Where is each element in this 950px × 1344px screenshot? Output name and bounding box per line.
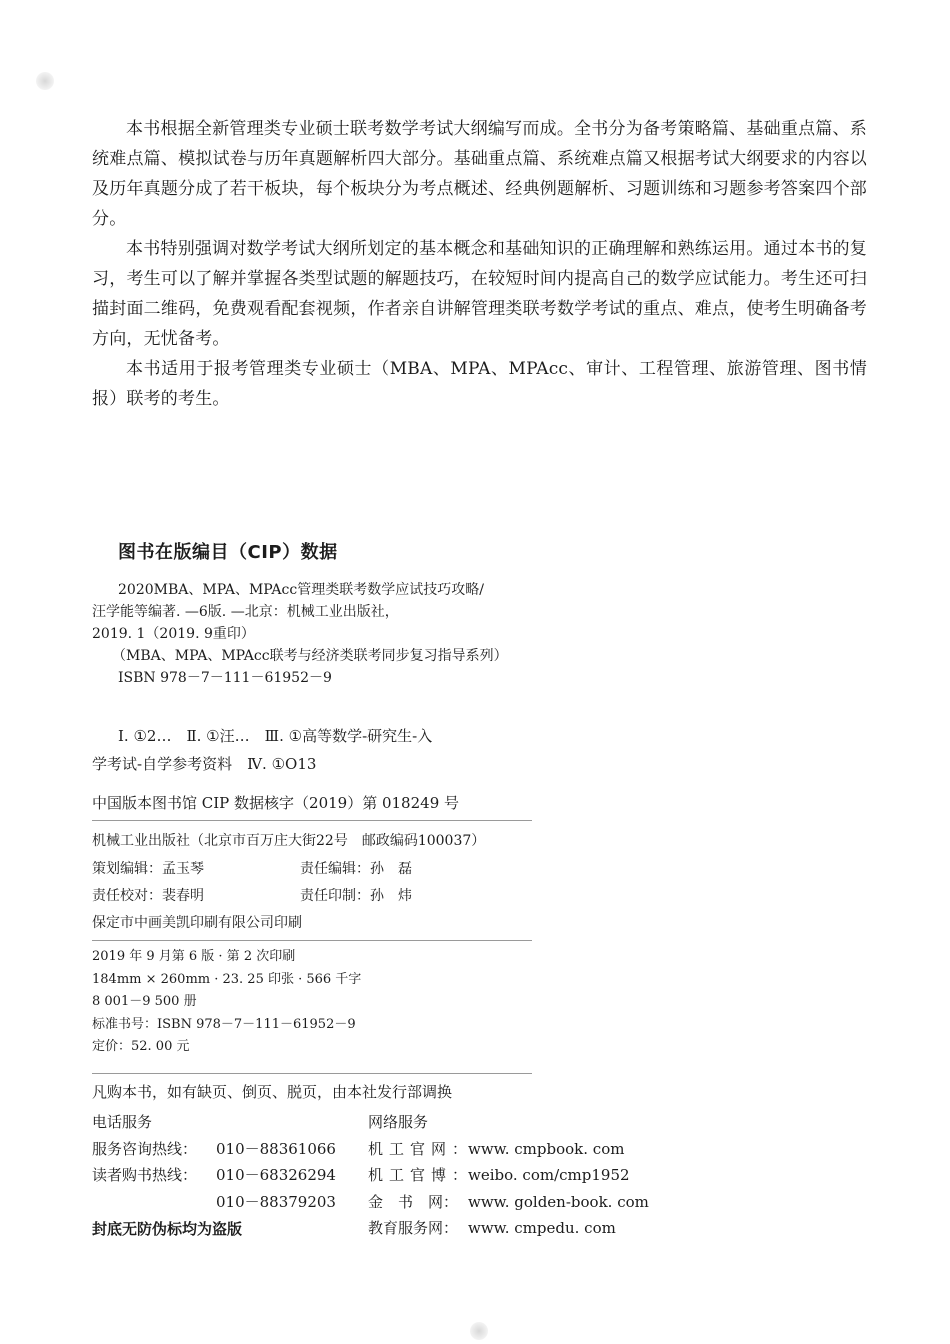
cip-check-number: 中国版本图书馆 CIP 数据核字（2019）第 018249 号 (92, 794, 460, 812)
reader-hotline-number: 010－68326294 (216, 1166, 336, 1184)
proofreader: 责任校对：裴春明 (92, 888, 204, 904)
web-service-heading: 网络服务 (368, 1113, 429, 1131)
cip-entry-line: 汪学能等编著. —6版. —北京：机械工业出版社， (92, 604, 399, 620)
format-line: 184mm × 260mm · 23. 25 印张 · 566 千字 (92, 971, 362, 987)
cip-entry-line: 2020MBA、MPA、MPAcc管理类联考数学应试技巧攻略/ (118, 582, 484, 598)
web-service-link[interactable]: www. cmpbook. com (468, 1139, 625, 1158)
replacement-notice: 凡购本书，如有缺页、倒页、脱页，由本社发行部调换 (92, 1083, 453, 1101)
cip-classification (92, 722, 692, 778)
print-supervisor: 责任印制：孙 炜 (300, 888, 412, 904)
extra-hotline (92, 1189, 362, 1216)
web-service-label: 教育服务网： (368, 1219, 459, 1237)
web-service-item (368, 1136, 728, 1163)
web-service-item (368, 1189, 728, 1216)
web-service-item (368, 1215, 728, 1242)
intro-paragraph: 本书根据全新管理类专业硕士联考数学考试大纲编写而成。全书分为备考策略篇、基础重点篇、系统难点篇、模拟试卷与历年真题解析四大部分。基础重点篇、系统难点篇又根据考试大纲要求的内容以及历年真题分成了若干板块，每个板块分为考点概述、经典例题解析、习题训练和习题参考答案四个部分。 (92, 119, 867, 229)
edition-line: 2019 年 9 月第 6 版 · 第 2 次印刷 (92, 949, 296, 964)
consult-hotline-number: 010－88361066 (216, 1139, 336, 1158)
price-line: 定价：52. 00 元 (92, 1039, 190, 1054)
book-introduction (92, 114, 867, 414)
web-service (368, 1109, 728, 1242)
phone-service-heading: 电话服务 (92, 1113, 153, 1131)
intro-paragraph: 本书特别强调对数学考试大纲所划定的基本概念和基础知识的正确理解和熟练运用。通过本书的复习，考生可以了解并掌握各类型试题的解题技巧，在较短时间内提高自己的数学应试能力。考生还可扫描封面二维码，免费观看配套视频，作者亲自讲解管理类联考数学考试的重点、难点，使考生明确备考方向，无忧备考。 (92, 239, 867, 349)
cip-entry (92, 579, 692, 689)
scan-smudge (36, 72, 54, 90)
cip-classification-line: 学考试-自学参考资料 Ⅳ. ①O13 (92, 755, 317, 773)
consult-hotline-label: 服务咨询热线： (92, 1139, 198, 1158)
planning-editor: 策划编辑：孟玉琴 (92, 861, 204, 877)
reader-hotline (92, 1162, 362, 1189)
cip-entry-line: （MBA、MPA、MPAcc联考与经济类联考同步复习指导系列） (112, 648, 508, 664)
publisher-line: 机械工业出版社（北京市百万庄大街22号 邮政编码100037） (92, 833, 486, 849)
divider-line (92, 820, 532, 821)
web-service-label: 机工官博： (368, 1166, 474, 1184)
print-run-line: 8 001－9 500 册 (92, 994, 197, 1009)
printer-line: 保定市中画美凯印刷有限公司印刷 (92, 915, 302, 931)
reader-hotline-label: 读者购书热线： (92, 1166, 198, 1184)
web-service-link[interactable]: www. cmpedu. com (468, 1219, 616, 1237)
web-service-link[interactable]: weibo. com/cmp1952 (468, 1166, 630, 1184)
web-service-item (368, 1162, 728, 1189)
isbn-line: 标准书号：ISBN 978－7－111－61952－9 (92, 1016, 356, 1032)
web-service-label: 金 书 网： (368, 1192, 459, 1211)
cip-entry-line: 2019. 1（2019. 9重印） (92, 626, 255, 642)
divider-line (92, 940, 532, 941)
cip-classification-line: Ⅰ. ①2… Ⅱ. ①汪… Ⅲ. ①高等数学-研究生-入 (118, 727, 433, 745)
anti-counterfeit-notice: 封底无防伪标均为盗版 (92, 1220, 243, 1238)
cip-entry-line: ISBN 978－7－111－61952－9 (118, 670, 332, 686)
cip-title: 图书在版编目（CIP）数据 (118, 542, 338, 563)
web-service-link[interactable]: www. golden-book. com (468, 1192, 649, 1211)
phone-service (92, 1109, 362, 1215)
consult-hotline (92, 1136, 362, 1163)
intro-paragraph: 本书适用于报考管理类专业硕士（MBA、MPA、MPAcc、审计、工程管理、旅游管理、图书情报）联考的考生。 (92, 359, 867, 409)
edition-info (92, 946, 492, 1059)
web-service-label: 机工官网： (368, 1139, 474, 1158)
extra-hotline-number: 010－88379203 (216, 1192, 336, 1211)
divider-line (92, 1073, 532, 1074)
responsible-editor: 责任编辑：孙 磊 (300, 861, 412, 877)
scan-smudge (470, 1322, 488, 1340)
